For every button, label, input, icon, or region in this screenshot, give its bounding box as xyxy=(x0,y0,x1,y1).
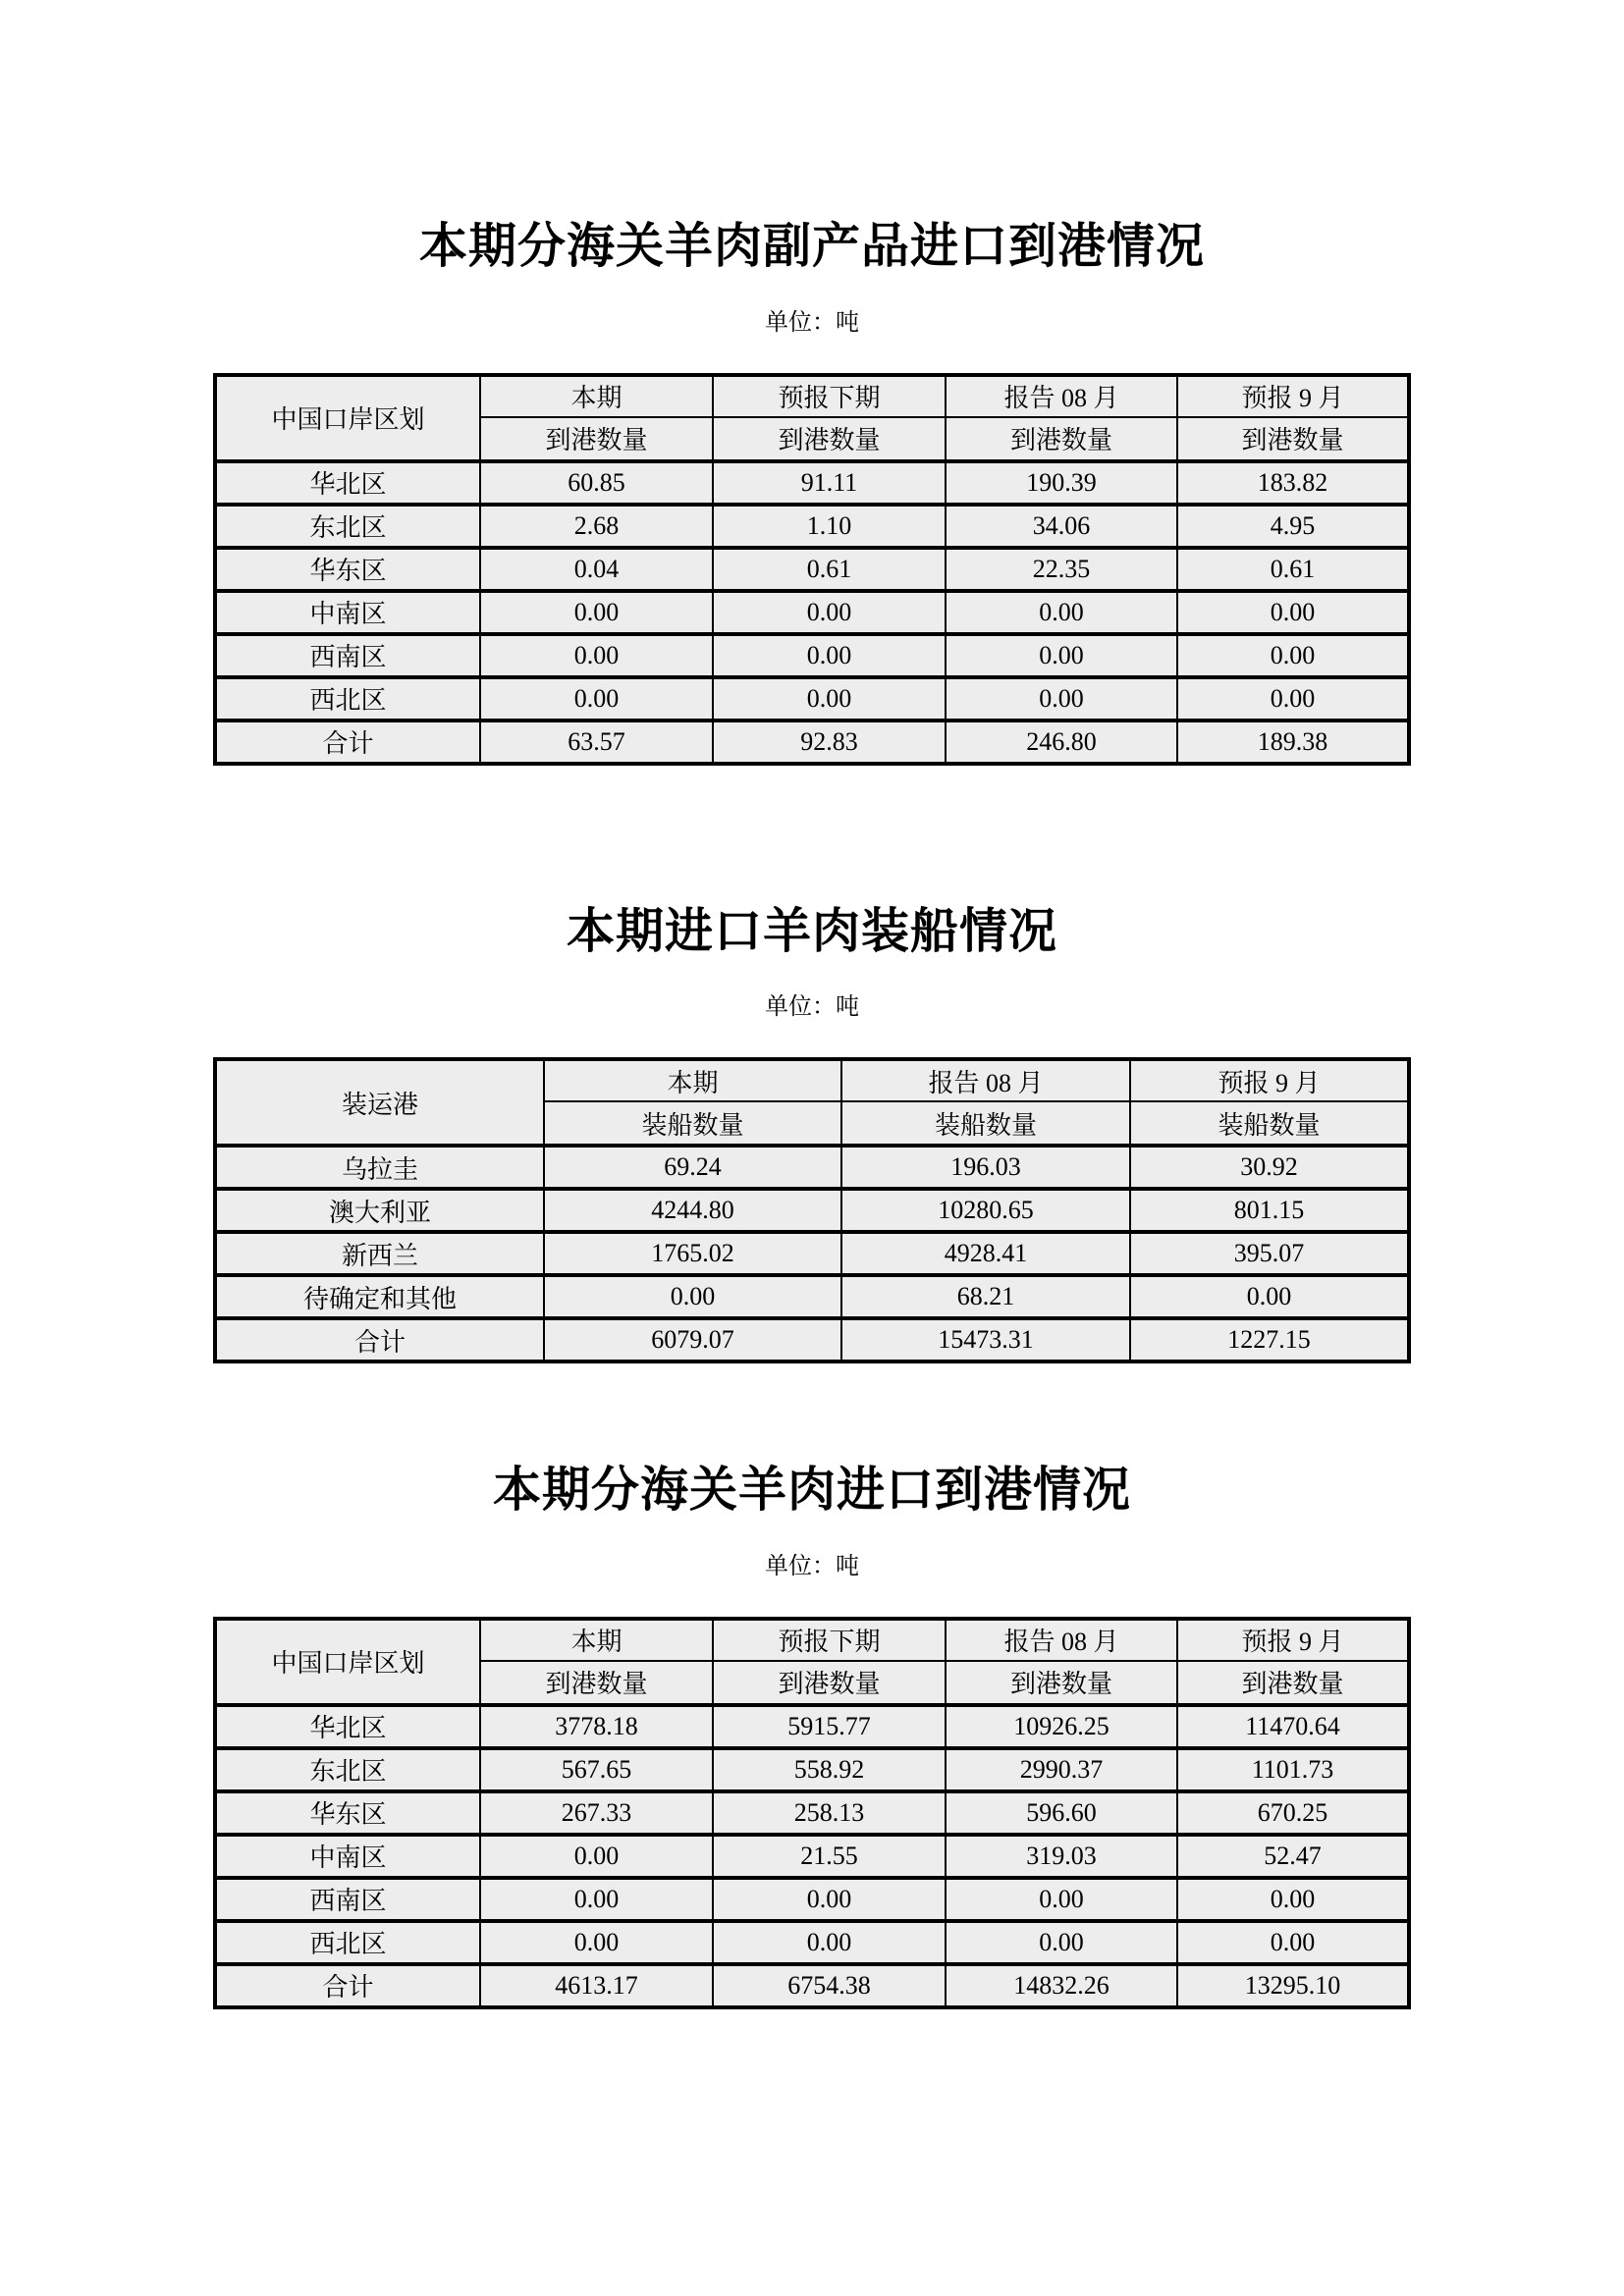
table2-title: 本期进口羊肉装船情况 xyxy=(566,903,1057,958)
value-cell: 68.21 xyxy=(841,1275,1130,1318)
value-cell: 0.00 xyxy=(480,1835,713,1878)
region-label-cell: 西南区 xyxy=(215,634,480,677)
value-cell: 11470.64 xyxy=(1177,1705,1409,1748)
value-cell: 0.00 xyxy=(1130,1275,1409,1318)
table1-unit-label: 单位：吨 xyxy=(765,309,859,336)
table-row xyxy=(215,591,1409,634)
value-cell: 1765.02 xyxy=(544,1232,841,1275)
table3-mutton-arrivals xyxy=(213,1617,1411,2009)
column-header-cell: 预报 9 月 xyxy=(1177,375,1409,417)
port-label-cell: 新西兰 xyxy=(215,1232,544,1275)
value-cell: 34.06 xyxy=(946,505,1177,548)
table-row xyxy=(215,1189,1409,1232)
value-cell: 0.61 xyxy=(1177,548,1409,591)
value-cell: 0.61 xyxy=(713,548,946,591)
sub-header-cell: 到港数量 xyxy=(946,1661,1177,1705)
value-cell: 91.11 xyxy=(713,461,946,505)
value-cell: 267.33 xyxy=(480,1791,713,1835)
region-label-cell: 华东区 xyxy=(215,1791,480,1835)
value-cell: 0.00 xyxy=(1177,1921,1409,1964)
table2-header-row-1 xyxy=(215,1059,1409,1101)
value-cell: 246.80 xyxy=(946,721,1177,764)
table-row xyxy=(215,677,1409,721)
value-cell: 0.00 xyxy=(946,1921,1177,1964)
value-cell: 63.57 xyxy=(480,721,713,764)
value-cell: 0.00 xyxy=(946,591,1177,634)
value-cell: 10280.65 xyxy=(841,1189,1130,1232)
value-cell: 3778.18 xyxy=(480,1705,713,1748)
table-row xyxy=(215,505,1409,548)
sub-header-cell: 到港数量 xyxy=(713,1661,946,1705)
table-row xyxy=(215,1232,1409,1275)
table2-shipment-loadings xyxy=(213,1057,1411,1363)
value-cell: 13295.10 xyxy=(1177,1964,1409,2007)
value-cell: 52.47 xyxy=(1177,1835,1409,1878)
table-row xyxy=(215,1921,1409,1964)
value-cell: 60.85 xyxy=(480,461,713,505)
column-header-cell: 报告 08 月 xyxy=(946,1619,1177,1661)
value-cell: 258.13 xyxy=(713,1791,946,1835)
table-row xyxy=(215,1835,1409,1878)
value-cell: 0.00 xyxy=(946,634,1177,677)
value-cell: 22.35 xyxy=(946,548,1177,591)
value-cell: 1227.15 xyxy=(1130,1318,1409,1362)
region-label-cell: 西北区 xyxy=(215,1921,480,1964)
region-label-cell: 西南区 xyxy=(215,1878,480,1921)
total-label-cell: 合计 xyxy=(215,1318,544,1362)
value-cell: 0.00 xyxy=(946,1878,1177,1921)
value-cell: 0.00 xyxy=(713,677,946,721)
table3-header-row-1 xyxy=(215,1619,1409,1661)
table-row xyxy=(215,548,1409,591)
corner-header-cell: 中国口岸区划 xyxy=(215,375,480,461)
value-cell: 395.07 xyxy=(1130,1232,1409,1275)
port-label-cell: 澳大利亚 xyxy=(215,1189,544,1232)
sub-header-cell: 到港数量 xyxy=(480,417,713,461)
table-row xyxy=(215,1146,1409,1189)
total-label-cell: 合计 xyxy=(215,721,480,764)
region-label-cell: 中南区 xyxy=(215,1835,480,1878)
corner-header-cell: 中国口岸区划 xyxy=(215,1619,480,1705)
region-label-cell: 中南区 xyxy=(215,591,480,634)
value-cell: 0.00 xyxy=(480,677,713,721)
column-header-cell: 预报下期 xyxy=(713,375,946,417)
sub-header-cell: 装船数量 xyxy=(1130,1101,1409,1146)
column-header-cell: 本期 xyxy=(480,1619,713,1661)
value-cell: 21.55 xyxy=(713,1835,946,1878)
value-cell: 190.39 xyxy=(946,461,1177,505)
value-cell: 0.00 xyxy=(713,634,946,677)
table-total-row xyxy=(215,1964,1409,2007)
table-row xyxy=(215,634,1409,677)
sub-header-cell: 到港数量 xyxy=(1177,1661,1409,1705)
table-row xyxy=(215,1878,1409,1921)
value-cell: 0.00 xyxy=(480,1878,713,1921)
value-cell: 596.60 xyxy=(946,1791,1177,1835)
value-cell: 5915.77 xyxy=(713,1705,946,1748)
value-cell: 0.00 xyxy=(713,1878,946,1921)
value-cell: 6754.38 xyxy=(713,1964,946,2007)
value-cell: 4928.41 xyxy=(841,1232,1130,1275)
value-cell: 4613.17 xyxy=(480,1964,713,2007)
column-header-cell: 预报 9 月 xyxy=(1177,1619,1409,1661)
table1-title: 本期分海关羊肉副产品进口到港情况 xyxy=(418,219,1205,273)
table1-byproduct-arrivals xyxy=(213,373,1411,766)
region-label-cell: 华东区 xyxy=(215,548,480,591)
value-cell: 4.95 xyxy=(1177,505,1409,548)
value-cell: 30.92 xyxy=(1130,1146,1409,1189)
sub-header-cell: 装船数量 xyxy=(841,1101,1130,1146)
value-cell: 670.25 xyxy=(1177,1791,1409,1835)
value-cell: 0.00 xyxy=(1177,634,1409,677)
table3-unit-label: 单位：吨 xyxy=(765,1553,859,1579)
value-cell: 15473.31 xyxy=(841,1318,1130,1362)
value-cell: 801.15 xyxy=(1130,1189,1409,1232)
value-cell: 14832.26 xyxy=(946,1964,1177,2007)
corner-header-cell: 装运港 xyxy=(215,1059,544,1146)
table-row xyxy=(215,461,1409,505)
value-cell: 0.00 xyxy=(713,1921,946,1964)
region-label-cell: 东北区 xyxy=(215,505,480,548)
value-cell: 0.00 xyxy=(480,634,713,677)
sub-header-cell: 到港数量 xyxy=(946,417,1177,461)
sub-header-cell: 到港数量 xyxy=(713,417,946,461)
port-label-cell: 乌拉圭 xyxy=(215,1146,544,1189)
sub-header-cell: 到港数量 xyxy=(1177,417,1409,461)
region-label-cell: 西北区 xyxy=(215,677,480,721)
region-label-cell: 东北区 xyxy=(215,1748,480,1791)
column-header-cell: 预报下期 xyxy=(713,1619,946,1661)
value-cell: 0.00 xyxy=(480,591,713,634)
table-total-row xyxy=(215,721,1409,764)
table2-unit-label: 单位：吨 xyxy=(765,994,859,1021)
value-cell: 567.65 xyxy=(480,1748,713,1791)
value-cell: 189.38 xyxy=(1177,721,1409,764)
value-cell: 319.03 xyxy=(946,1835,1177,1878)
column-header-cell: 预报 9 月 xyxy=(1130,1059,1409,1101)
table-row xyxy=(215,1748,1409,1791)
value-cell: 2990.37 xyxy=(946,1748,1177,1791)
table-row xyxy=(215,1275,1409,1318)
total-label-cell: 合计 xyxy=(215,1964,480,2007)
value-cell: 2.68 xyxy=(480,505,713,548)
value-cell: 0.00 xyxy=(1177,591,1409,634)
region-label-cell: 华北区 xyxy=(215,1705,480,1748)
column-header-cell: 本期 xyxy=(480,375,713,417)
value-cell: 0.00 xyxy=(1177,1878,1409,1921)
column-header-cell: 报告 08 月 xyxy=(946,375,1177,417)
value-cell: 0.00 xyxy=(713,591,946,634)
table-total-row xyxy=(215,1318,1409,1362)
value-cell: 1.10 xyxy=(713,505,946,548)
port-label-cell: 待确定和其他 xyxy=(215,1275,544,1318)
value-cell: 1101.73 xyxy=(1177,1748,1409,1791)
value-cell: 0.00 xyxy=(1177,677,1409,721)
value-cell: 0.04 xyxy=(480,548,713,591)
value-cell: 196.03 xyxy=(841,1146,1130,1189)
value-cell: 4244.80 xyxy=(544,1189,841,1232)
table-row xyxy=(215,1705,1409,1748)
value-cell: 69.24 xyxy=(544,1146,841,1189)
table3-title: 本期分海关羊肉进口到港情况 xyxy=(492,1463,1131,1518)
value-cell: 6079.07 xyxy=(544,1318,841,1362)
sub-header-cell: 装船数量 xyxy=(544,1101,841,1146)
table-row xyxy=(215,1791,1409,1835)
value-cell: 10926.25 xyxy=(946,1705,1177,1748)
value-cell: 92.83 xyxy=(713,721,946,764)
column-header-cell: 本期 xyxy=(544,1059,841,1101)
value-cell: 558.92 xyxy=(713,1748,946,1791)
value-cell: 0.00 xyxy=(544,1275,841,1318)
value-cell: 0.00 xyxy=(480,1921,713,1964)
value-cell: 183.82 xyxy=(1177,461,1409,505)
table1-header-row-1 xyxy=(215,375,1409,417)
sub-header-cell: 到港数量 xyxy=(480,1661,713,1705)
value-cell: 0.00 xyxy=(946,677,1177,721)
column-header-cell: 报告 08 月 xyxy=(841,1059,1130,1101)
region-label-cell: 华北区 xyxy=(215,461,480,505)
